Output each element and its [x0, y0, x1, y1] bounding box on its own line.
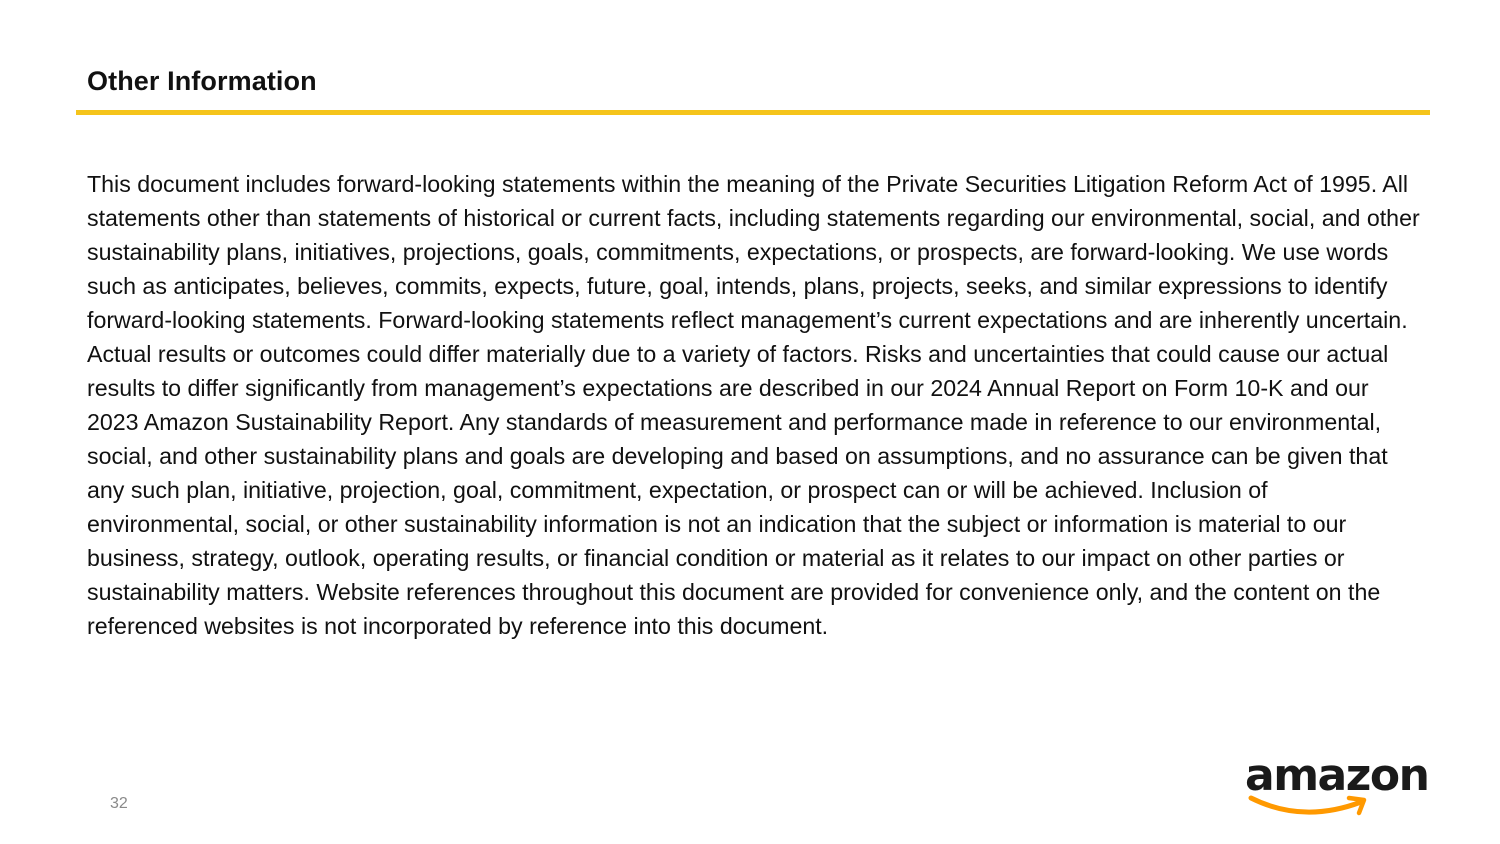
amazon-wordmark: amazon	[1245, 750, 1429, 801]
amazon-smile-logo-icon	[1245, 758, 1430, 820]
amazon-logo	[1245, 750, 1430, 820]
forward-looking-statement-text: This document includes forward-looking statements within the meaning of the Private Securities Litigation Reform Act of 1995. All statements other than statements of historical or current facts, including statements regarding our environmental, social, and other sustainability plans, initiatives, projections, goals, commitments, expectations, or prospects, are forward-looking. We use words such as anticipates, believes, commits, expects, future, goal, intends, plans, projects, seeks, and similar expressions to identify forward-looking statements. Forward-looking statements reflect management’s current expectations and are inherently uncertain. Actual results or outcomes could differ materially due to a variety of factors. Risks and uncertainties that could cause our actual results to differ significantly from management’s expectations are described in our 2024 Annual Report on Form 10-K and our 2023 Amazon Sustainability Report. Any standards of measurement and performance made in reference to our environmental, social, and other sustainability plans and goals are developing and based on assumptions, and no assurance can be given that any such plan, initiative, projection, goal, commitment, expectation, or prospect can or will be achieved. Inclusion of environmental, social, or other sustainability information is not an indication that the subject or information is material to our business, strategy, outlook, operating results, or financial condition or material as it relates to our impact on other parties or sustainability matters. Website references throughout this document are provided for convenience only, and the content on the referenced websites is not incorporated by reference into this document.	[87, 171, 1420, 639]
title-divider-rule	[76, 110, 1430, 115]
page-number: 32	[110, 795, 128, 812]
slide-title: Other Information	[87, 66, 317, 96]
